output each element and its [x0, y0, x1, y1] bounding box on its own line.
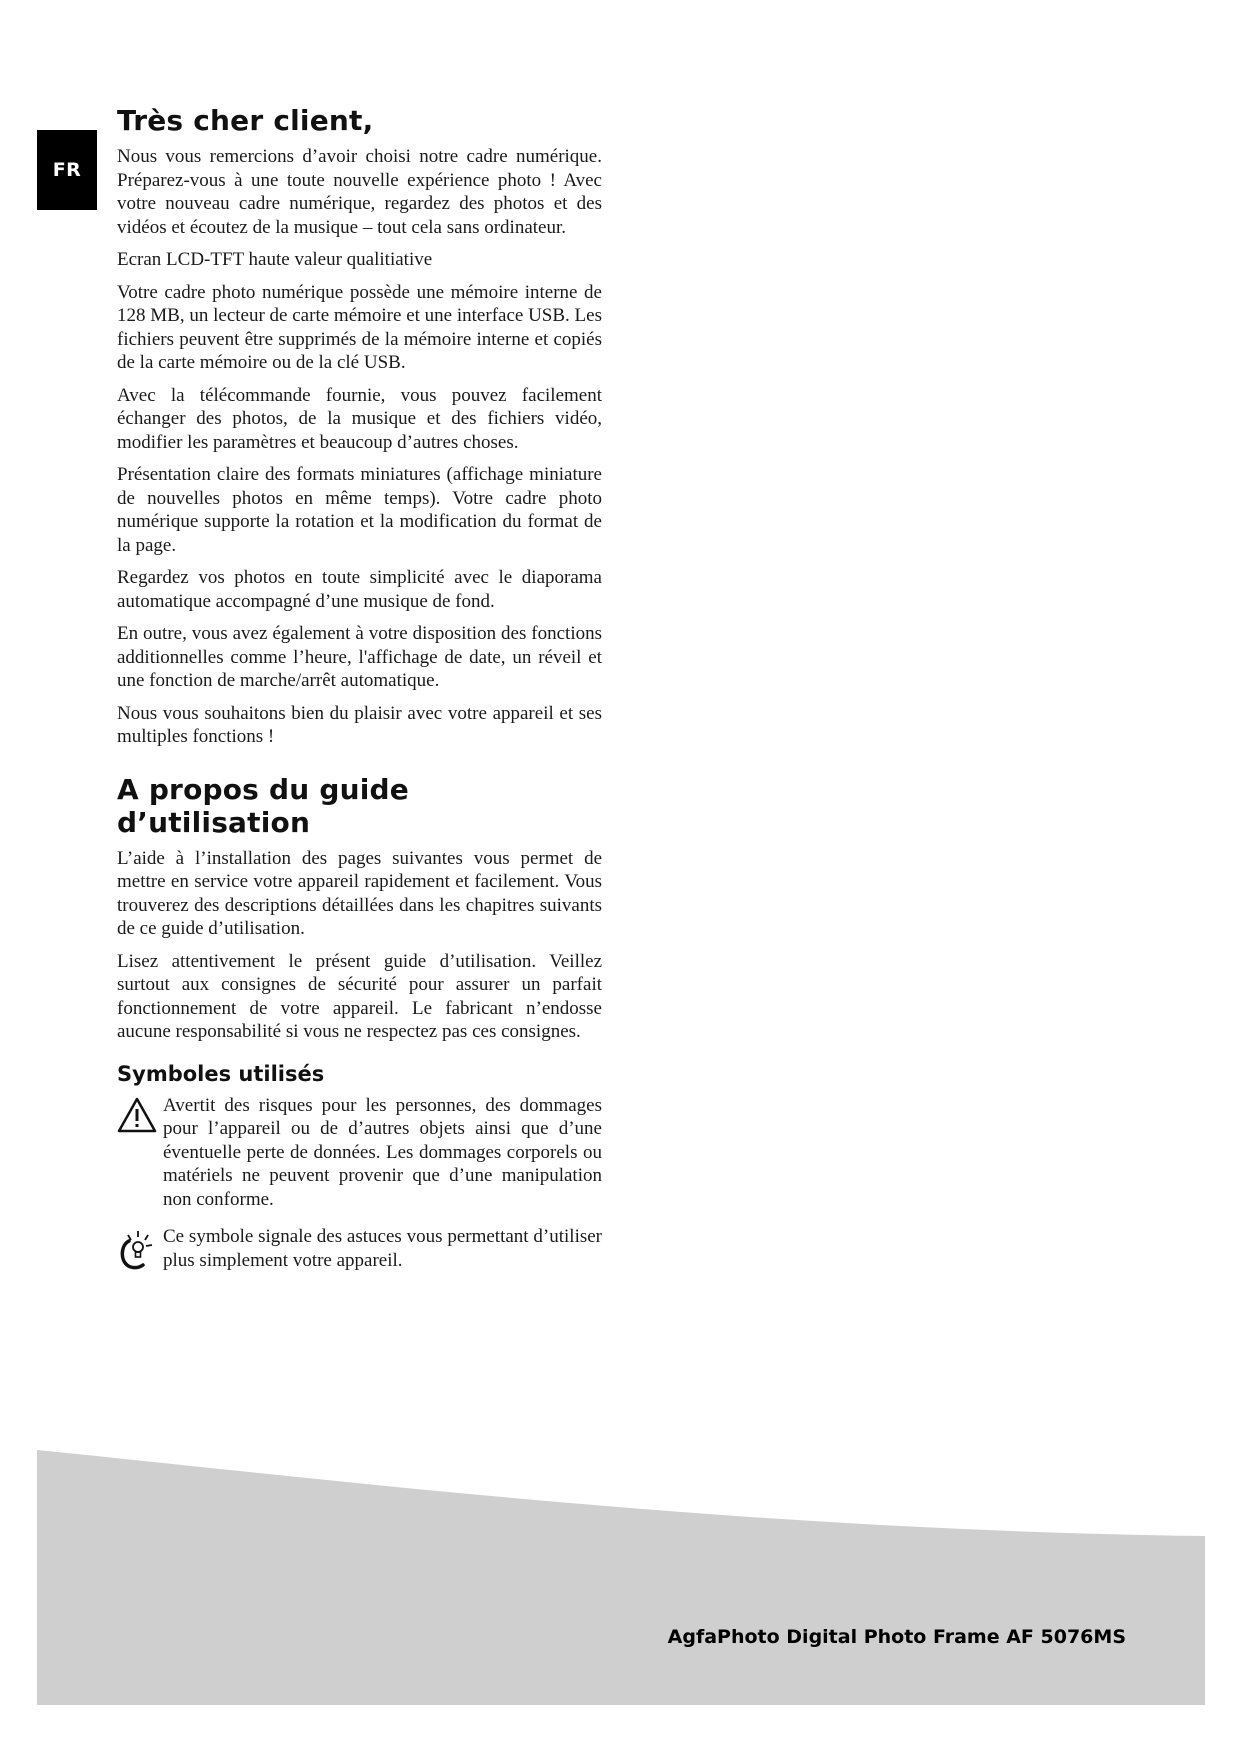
main-content — [117, 104, 602, 1290]
tip-icon — [117, 1227, 159, 1271]
paragraph-lcd: Ecran LCD-TFT haute valeur qualitiative — [117, 249, 433, 270]
symbol-warning-row — [117, 1094, 602, 1212]
paragraph-slideshow: Regardez vos photos en toute simplicité avec le diaporama automatique accompagné d’une musique de fond. — [117, 567, 602, 612]
warning-icon — [117, 1096, 157, 1134]
paragraph-memory: Votre cadre photo numérique possède une mémoire interne de 128 MB, un lecteur de carte mémoire et une interface USB. Les fichiers peuvent être supprimés de la mémoire interne et copiés de la carte mémoire ou de la clé USB. — [117, 281, 602, 373]
symbol-warning-text: Avertit des risques pour les personnes, des dommages pour l’appareil ou de d’autres objets ainsi que d’une éventuelle perte de données. Les dommages corporels ou matériels ne peuvent provenir que d’une manipulation non conforme. — [163, 1094, 602, 1210]
guide-paragraph-install: L’aide à l’installation des pages suivantes vous permet de mettre en service votre appareil rapidement et facilement. Vous trouverez des descriptions détaillées dans les chapitres suivants de ce guide d’utilisation. — [117, 847, 602, 939]
paragraph-remote: Avec la télécommande fournie, vous pouvez facilement échanger des photos, de la musique et des fichiers vidéo, modifier les paramètres et beaucoup d’autres choses. — [117, 384, 602, 453]
language-tab — [37, 130, 97, 210]
paragraph-closing: Nous vous souhaitons bien du plaisir avec votre appareil et ses multiples fonctions ! — [117, 702, 602, 747]
symbol-tip-text: Ce symbole signale des astuces vous permettant d’utiliser plus simplement votre appareil. — [163, 1226, 602, 1271]
guide-paragraph-read: Lisez attentivement le présent guide d’utilisation. Veillez surtout aux consignes de sécurité pour assurer un parfait fonctionnement de votre appareil. Le fabricant n’endosse aucune responsabilité si vous ne respectez pas ces consignes. — [117, 950, 602, 1042]
paragraph-thumbnails: Présentation claire des formats miniatures (affichage miniature de nouvelles photos en même temps). Votre cadre photo numérique supporte la rotation et la modification du format de la page. — [117, 464, 602, 556]
language-tab-label: FR — [52, 159, 82, 181]
symbol-tip-row — [117, 1225, 602, 1276]
footer-product-name: AgfaPhoto Digital Photo Frame AF 5076MS — [667, 1626, 1126, 1648]
guide-heading: A propos du guide d’utilisation — [117, 772, 409, 839]
intro-paragraph: Nous vous remercions d’avoir choisi notre cadre numérique. Préparez-vous à une toute nouvelle expérience photo ! Avec votre nouveau cadre numérique, regardez des photos et des vidéos et écoutez de la musique – tout cela sans ordinateur. — [117, 146, 602, 238]
greeting-heading: Très cher client, — [117, 104, 374, 137]
paragraph-functions: En outre, vous avez également à votre disposition des fonctions additionnelles comme l’heure, l'affichage de date, un réveil et une fonction de marche/arrêt automatique. — [117, 623, 602, 691]
symbols-heading: Symboles utilisés — [117, 1061, 325, 1086]
footer-band — [37, 1450, 1205, 1705]
